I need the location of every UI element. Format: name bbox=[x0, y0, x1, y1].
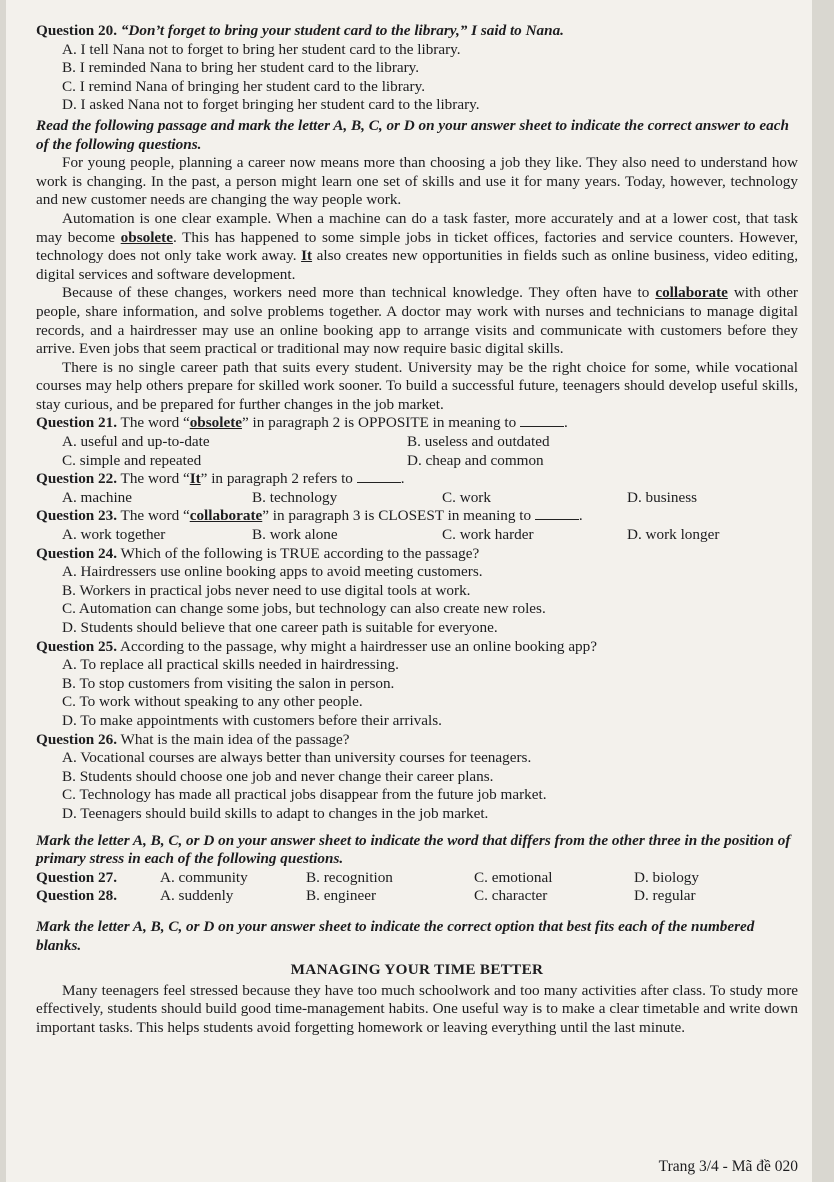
option-b[interactable]: B. recognition bbox=[306, 868, 393, 886]
question-end: . bbox=[400, 470, 405, 488]
option-b[interactable]: B. Workers in practical jobs never need to use digital tools at work. bbox=[62, 581, 471, 599]
option-c[interactable]: C. simple and repeated bbox=[62, 451, 202, 469]
question-23 bbox=[36, 507, 798, 544]
paragraph-2-text-b: . This has happened to some simple jobs in ticket offices, factories and service counters. However, technology does not only take work away. bbox=[36, 228, 798, 265]
question-21 bbox=[36, 414, 798, 470]
option-d[interactable]: D. I asked Nana not to forget bringing her student card to the library. bbox=[62, 96, 480, 114]
question-20 bbox=[36, 22, 798, 115]
option-d[interactable]: D. work longer bbox=[627, 526, 720, 544]
reading-passage bbox=[36, 154, 798, 414]
option-c[interactable]: C. Technology has made all practical jobs disappear from the future job market. bbox=[62, 786, 547, 804]
option-d[interactable]: D. Teenagers should build skills to adapt to changes in the job market. bbox=[62, 804, 489, 822]
word-it: It bbox=[301, 247, 313, 265]
option-b[interactable]: B. Students should choose one job and never change their career plans. bbox=[62, 767, 494, 785]
options bbox=[36, 526, 798, 545]
options bbox=[36, 489, 798, 508]
option-c[interactable]: C. work bbox=[442, 488, 491, 506]
question-text: The word “ bbox=[117, 507, 190, 525]
question-number: Question 22. bbox=[36, 470, 118, 488]
question-text: ” in paragraph 2 refers to bbox=[200, 470, 357, 488]
question-26 bbox=[36, 731, 798, 824]
answer-blank bbox=[520, 414, 564, 427]
option-a[interactable]: A. I tell Nana not to forget to bring her student card to the library. bbox=[62, 40, 461, 58]
question-text: Which of the following is TRUE according to the passage? bbox=[117, 544, 480, 562]
option-b[interactable]: B. I reminded Nana to bring her student card to the library. bbox=[62, 59, 420, 77]
options bbox=[36, 433, 798, 470]
cloze-paragraph-1: Many teenagers feel stressed because they have too much schoolwork and too many activities after class. To study more effectively, students should build good time-management habits. One useful way is to make a clear timetable and write down important tasks. This helps students avoid forgetting homework or leaving everything until the last minute. bbox=[36, 981, 798, 1036]
question-number: Question 25. bbox=[36, 637, 118, 655]
question-number: Question 21. bbox=[36, 414, 118, 432]
question-number: Question 23. bbox=[36, 507, 118, 525]
exam-page bbox=[6, 0, 812, 1182]
paragraph-3-text-a: Because of these changes, workers need more than technical knowledge. They often have to bbox=[62, 284, 656, 302]
word-obsolete: obsolete bbox=[120, 228, 173, 246]
paragraph-3 bbox=[36, 284, 798, 358]
option-d[interactable]: D. Students should believe that one career path is suitable for everyone. bbox=[62, 619, 498, 636]
option-a[interactable]: A. To replace all practical skills needed in hairdressing. bbox=[62, 656, 399, 674]
option-a[interactable]: A. machine bbox=[62, 488, 133, 506]
option-d[interactable]: D. business bbox=[627, 488, 698, 506]
question-text: ” in paragraph 2 is OPPOSITE in meaning to bbox=[242, 414, 520, 432]
paragraph-2-text-a: Automation is one clear example. When a machine can do a task faster, more accurately and at a lower cost, that task may become bbox=[36, 209, 798, 246]
option-c[interactable]: C. character bbox=[474, 887, 548, 905]
option-a[interactable]: A. community bbox=[160, 868, 248, 886]
question-number: Question 27. bbox=[36, 868, 118, 886]
option-d[interactable]: D. To make appointments with customers before their arrivals. bbox=[62, 711, 442, 729]
option-c[interactable]: C. emotional bbox=[474, 868, 553, 886]
option-b[interactable]: B. technology bbox=[252, 488, 338, 506]
question-text: The word “ bbox=[117, 414, 190, 432]
option-d[interactable]: D. biology bbox=[634, 868, 699, 886]
option-a[interactable]: A. Hairdressers use online booking apps to avoid meeting customers. bbox=[62, 563, 483, 581]
stress-instruction: Mark the letter A, B, C, or D on your answer sheet to indicate the word that differs from the other three in the position of primary stress in each of the following questions. bbox=[36, 831, 791, 868]
target-word: collaborate bbox=[189, 507, 263, 525]
option-c[interactable]: C. I remind Nana of bringing her student card to the library. bbox=[62, 77, 425, 95]
question-text: What is the main idea of the passage? bbox=[117, 730, 350, 748]
question-27 bbox=[36, 869, 798, 888]
question-number: Question 28. bbox=[36, 887, 118, 905]
question-24 bbox=[36, 545, 798, 638]
word-collaborate: collaborate bbox=[655, 284, 728, 302]
reading-instruction: Read the following passage and mark the letter A, B, C, or D on your answer sheet to indicate the correct answer to each of the following questions. bbox=[36, 116, 789, 153]
question-text: ” in paragraph 3 is CLOSEST in meaning to bbox=[262, 507, 535, 525]
option-b[interactable]: B. To stop customers from visiting the salon in person. bbox=[62, 674, 395, 692]
paragraph-1: For young people, planning a career now means more than choosing a job they like. They also need to understand how work is changing. In the past, a person might learn one set of skills and use it for many years. Today, however, technology and new customer needs are changing the way people work. bbox=[36, 154, 798, 209]
option-c[interactable]: C. Automation can change some jobs, but technology can also create new roles. bbox=[62, 600, 546, 618]
target-word: It bbox=[189, 470, 201, 488]
question-number: Question 24. bbox=[36, 544, 118, 562]
option-d[interactable]: D. regular bbox=[634, 887, 696, 905]
question-text: The word “ bbox=[117, 470, 190, 488]
target-word: obsolete bbox=[189, 414, 243, 432]
paragraph-2-text-c: also creates new opportunities in fields such as online business, video editing, digital services and software development. bbox=[36, 247, 798, 283]
option-a[interactable]: A. work together bbox=[62, 526, 166, 544]
cloze-instruction: Mark the letter A, B, C, or D on your answer sheet to indicate the correct option that best fits each of the numbered blanks. bbox=[36, 917, 755, 954]
option-a[interactable]: A. Vocational courses are always better than university courses for teenagers. bbox=[62, 749, 532, 767]
question-end: . bbox=[578, 507, 583, 525]
question-number: Question 20. bbox=[36, 22, 118, 39]
question-number: Question 26. bbox=[36, 730, 118, 748]
option-c[interactable]: C. work harder bbox=[442, 526, 534, 544]
question-22 bbox=[36, 470, 798, 507]
option-b[interactable]: B. work alone bbox=[252, 526, 338, 544]
answer-blank bbox=[535, 507, 579, 520]
option-d[interactable]: D. cheap and common bbox=[407, 451, 544, 469]
paragraph-3-text-b: with other people, share information, and solve problems together. A doctor may work with nurses and technicians to manage digital records, and a hairdresser may use an online booking app to arrange visits and communicate with customers before they arrive. Even jobs that seem practical or traditional may now require basic digital skills. bbox=[36, 284, 798, 358]
page-footer: Trang 3/4 - Mã đề 020 bbox=[658, 1158, 798, 1175]
option-a[interactable]: A. useful and up-to-date bbox=[62, 433, 210, 451]
paragraph-2 bbox=[36, 210, 798, 284]
option-b[interactable]: B. engineer bbox=[306, 887, 377, 905]
option-c[interactable]: C. To work without speaking to any other people. bbox=[62, 693, 363, 711]
answer-blank bbox=[357, 470, 401, 483]
question-text: According to the passage, why might a hairdresser use an online booking app? bbox=[117, 637, 597, 655]
option-b[interactable]: B. useless and outdated bbox=[407, 433, 550, 451]
question-28 bbox=[36, 887, 798, 906]
passage-title: MANAGING YOUR TIME BETTER bbox=[290, 961, 544, 979]
option-a[interactable]: A. suddenly bbox=[160, 887, 234, 905]
question-25 bbox=[36, 638, 798, 731]
question-stem: “Don’t forget to bring your student card to the library,” I said to Nana. bbox=[120, 22, 564, 39]
question-end: . bbox=[564, 414, 568, 432]
paragraph-4: There is no single career path that suits every student. University may be the right choice for some, while vocational courses may help others prepare for skilled work sooner. To build a successful future, teenagers should develop useful skills, stay curious, and be prepared for further changes in the job market. bbox=[36, 358, 798, 413]
